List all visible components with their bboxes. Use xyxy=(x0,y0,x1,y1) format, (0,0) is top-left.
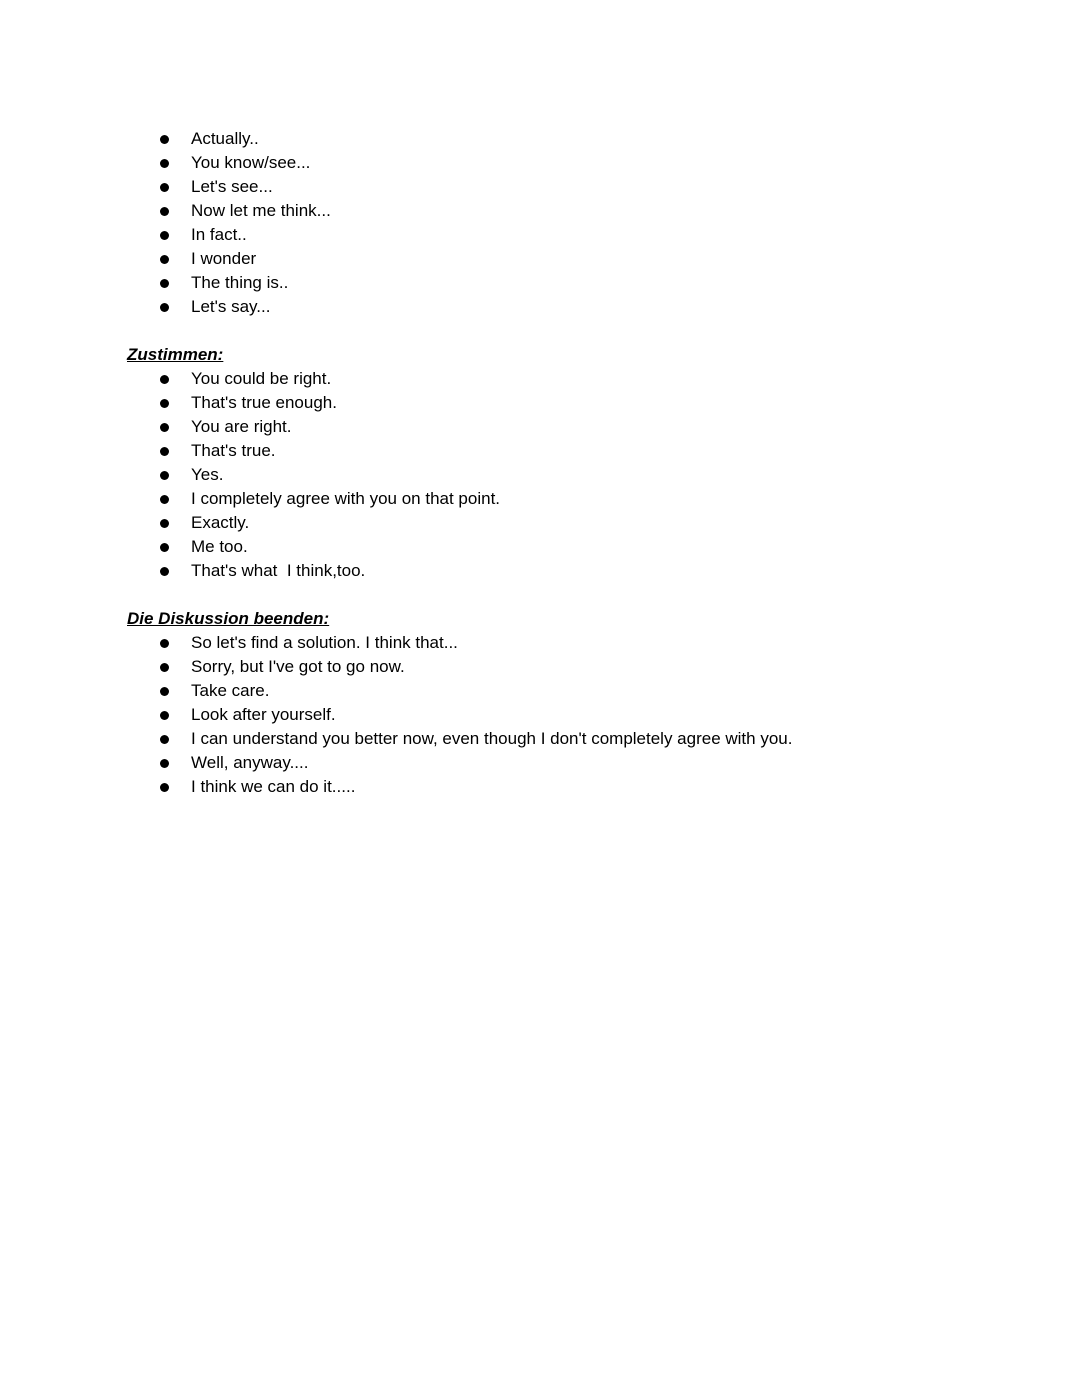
list-item xyxy=(127,487,1027,511)
bullet-icon xyxy=(160,207,169,216)
bullet-icon xyxy=(160,447,169,456)
list-item-text: You are right. xyxy=(191,417,292,436)
bullet-icon xyxy=(160,567,169,576)
bullet-icon xyxy=(160,783,169,792)
list-item xyxy=(127,367,1027,391)
list-item xyxy=(127,679,1027,703)
list-item-text: Actually.. xyxy=(191,129,259,148)
bullet-icon xyxy=(160,711,169,720)
list-item xyxy=(127,535,1027,559)
bullet-icon xyxy=(160,231,169,240)
document-content xyxy=(127,127,1027,799)
list-item-text: Let's say... xyxy=(191,297,271,316)
list-item-text: You know/see... xyxy=(191,153,311,172)
bullet-icon xyxy=(160,687,169,696)
list-item-text: That's true enough. xyxy=(191,393,337,412)
bullet-icon xyxy=(160,543,169,552)
bullet-icon xyxy=(160,159,169,168)
list-item xyxy=(127,199,1027,223)
list-item-text: In fact.. xyxy=(191,225,247,244)
bullet-list xyxy=(127,631,1027,799)
list-item-text: I completely agree with you on that point. xyxy=(191,489,501,508)
list-item xyxy=(127,703,1027,727)
list-item xyxy=(127,271,1027,295)
list-item xyxy=(127,391,1027,415)
list-item-text: Take care. xyxy=(191,681,270,700)
list-item xyxy=(127,175,1027,199)
list-item-text: So let's find a solution. I think that... xyxy=(191,633,458,652)
bullet-icon xyxy=(160,303,169,312)
bullet-icon xyxy=(160,639,169,648)
section-heading: Die Diskussion beenden: xyxy=(127,609,330,628)
list-item xyxy=(127,655,1027,679)
list-item xyxy=(127,295,1027,319)
bullet-icon xyxy=(160,279,169,288)
list-item xyxy=(127,559,1027,583)
list-item-text: Look after yourself. xyxy=(191,705,336,724)
bullet-icon xyxy=(160,735,169,744)
bullet-list xyxy=(127,367,1027,583)
list-item xyxy=(127,151,1027,175)
bullet-list xyxy=(127,127,1027,319)
list-item-text: That's true. xyxy=(191,441,276,460)
list-item xyxy=(127,415,1027,439)
list-item-text: Me too. xyxy=(191,537,248,556)
bullet-icon xyxy=(160,183,169,192)
list-item-text: Let's see... xyxy=(191,177,273,196)
list-item-text: Sorry, but I've got to go now. xyxy=(191,657,405,676)
bullet-icon xyxy=(160,519,169,528)
bullet-icon xyxy=(160,759,169,768)
list-item xyxy=(127,775,1027,799)
list-item-text: That's what I think,too. xyxy=(191,561,366,580)
bullet-icon xyxy=(160,135,169,144)
list-item xyxy=(127,463,1027,487)
section-heading: Zustimmen: xyxy=(127,345,224,364)
section-zustimmen xyxy=(127,343,1027,583)
list-item xyxy=(127,511,1027,535)
list-item xyxy=(127,127,1027,151)
bullet-icon xyxy=(160,471,169,480)
bullet-icon xyxy=(160,399,169,408)
section-filler-phrases xyxy=(127,127,1027,319)
list-item-text: I think we can do it..... xyxy=(191,777,356,796)
list-item xyxy=(127,751,1027,775)
list-item-text: Now let me think... xyxy=(191,201,331,220)
list-item-text: I can understand you better now, even though I don't completely agree with you. xyxy=(191,729,793,748)
list-item xyxy=(127,247,1027,271)
list-item xyxy=(127,439,1027,463)
list-item-text: Well, anyway.... xyxy=(191,753,309,772)
list-item-text: You could be right. xyxy=(191,369,332,388)
bullet-icon xyxy=(160,255,169,264)
list-item xyxy=(127,631,1027,655)
list-item-text: The thing is.. xyxy=(191,273,289,292)
list-item xyxy=(127,223,1027,247)
bullet-icon xyxy=(160,375,169,384)
list-item-text: Exactly. xyxy=(191,513,250,532)
section-diskussion-beenden xyxy=(127,607,1027,799)
bullet-icon xyxy=(160,663,169,672)
bullet-icon xyxy=(160,423,169,432)
list-item-text: Yes. xyxy=(191,465,224,484)
list-item xyxy=(127,727,1027,751)
bullet-icon xyxy=(160,495,169,504)
list-item-text: I wonder xyxy=(191,249,257,268)
